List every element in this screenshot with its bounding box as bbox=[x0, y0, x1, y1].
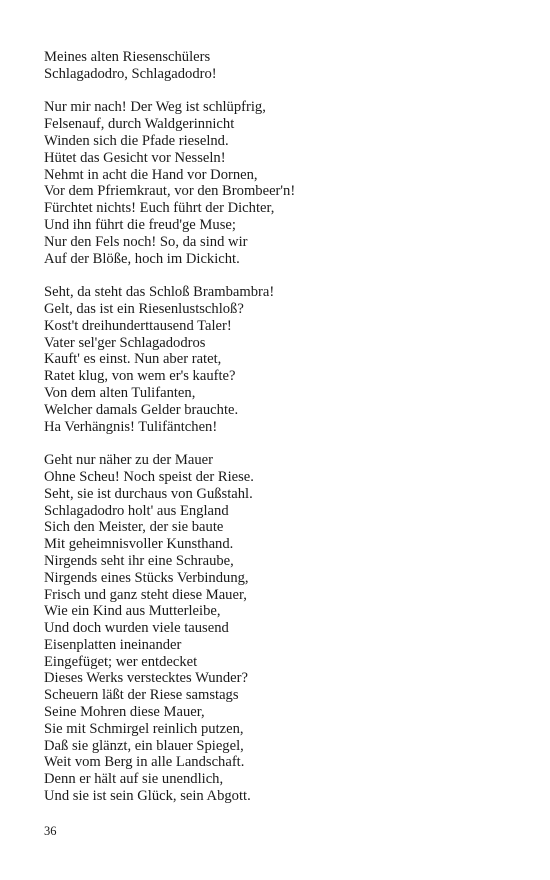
verse-line: Wie ein Kind aus Mutterleibe, bbox=[44, 603, 221, 620]
verse-line: Nirgends eines Stücks Verbindung, bbox=[44, 569, 249, 586]
verse-line: Meines alten Riesenschülers bbox=[44, 49, 211, 65]
verse-line: Dieses Werks verstecktes Wunder? bbox=[44, 670, 248, 687]
verse-line: Weit vom Berg in alle Landschaft. bbox=[44, 754, 245, 771]
verse-line: Ha Verhängnis! Tulifäntchen! bbox=[44, 418, 218, 435]
verse-line: Kauft' es einst. Nun aber ratet, bbox=[44, 351, 222, 368]
verse-line: Seine Mohren diese Mauer, bbox=[44, 704, 205, 721]
verse-line: Felsenauf, durch Waldgerinnicht bbox=[44, 116, 235, 133]
verse-line: Eisenplatten ineinander bbox=[44, 636, 182, 653]
verse-line: Mit geheimnisvoller Kunsthand. bbox=[44, 536, 234, 553]
verse-line: Fürchtet nichts! Euch führt der Dichter, bbox=[44, 200, 275, 217]
verse-line: Und ihn führt die freud'ge Muse; bbox=[44, 216, 236, 233]
verse-line: Auf der Blöße, hoch im Dickicht. bbox=[44, 250, 240, 267]
verse-line: Nehmt in acht die Hand vor Dornen, bbox=[44, 166, 258, 183]
verse-line: Daß sie glänzt, ein blauer Spiegel, bbox=[44, 737, 244, 754]
verse-line: Geht nur näher zu der Mauer bbox=[44, 452, 213, 469]
verse-line: Kost't dreihunderttausend Taler! bbox=[44, 317, 232, 334]
verse-line: Schlagadodro, Schlagadodro! bbox=[44, 65, 217, 82]
verse-line: Hütet das Gesicht vor Nesseln! bbox=[44, 149, 226, 166]
verse-line: Vor dem Pfriemkraut, vor den Brombeer'n! bbox=[44, 183, 296, 200]
verse-line: Seht, da steht das Schloß Brambambra! bbox=[44, 284, 275, 301]
verse-line: Seht, sie ist durchaus von Gußstahl. bbox=[44, 485, 253, 502]
poem-text bbox=[44, 49, 524, 822]
verse-line: Welcher damals Gelder brauchte. bbox=[44, 401, 239, 418]
verse-line: Gelt, das ist ein Riesenlustschloß? bbox=[44, 300, 244, 317]
verse-line: Eingefüget; wer entdecket bbox=[44, 653, 198, 670]
stanza-3 bbox=[44, 284, 524, 435]
verse-line: Sich den Meister, der sie baute bbox=[44, 519, 224, 536]
verse-line: Winden sich die Pfade rieselnd. bbox=[44, 132, 229, 149]
verse-line: Nur mir nach! Der Weg ist schlüpfrig, bbox=[44, 99, 266, 116]
verse-line: Schlagadodro holt' aus England bbox=[44, 502, 229, 519]
verse-line: Denn er hält auf sie unendlich, bbox=[44, 771, 224, 788]
verse-line: Ohne Scheu! Noch speist der Riese. bbox=[44, 468, 254, 485]
stanza-4 bbox=[44, 452, 524, 805]
verse-line: Nirgends seht ihr eine Schraube, bbox=[44, 552, 234, 569]
verse-line: Und doch wurden viele tausend bbox=[44, 620, 229, 637]
verse-line: Nur den Fels noch! So, da sind wir bbox=[44, 233, 248, 250]
verse-line: Scheuern läßt der Riese samstags bbox=[44, 687, 239, 704]
page-number: 36 bbox=[44, 824, 57, 838]
verse-line: Frisch und ganz steht diese Mauer, bbox=[44, 586, 247, 603]
verse-line: Und sie ist sein Glück, sein Abgott. bbox=[44, 788, 251, 805]
verse-line: Von dem alten Tulifanten, bbox=[44, 384, 196, 401]
verse-line: Sie mit Schmirgel reinlich putzen, bbox=[44, 720, 244, 737]
verse-line: Ratet klug, von wem er's kaufte? bbox=[44, 368, 236, 385]
verse-line: Vater sel'ger Schlagadodros bbox=[44, 334, 206, 351]
stanza-1 bbox=[44, 49, 524, 83]
stanza-2 bbox=[44, 99, 524, 267]
